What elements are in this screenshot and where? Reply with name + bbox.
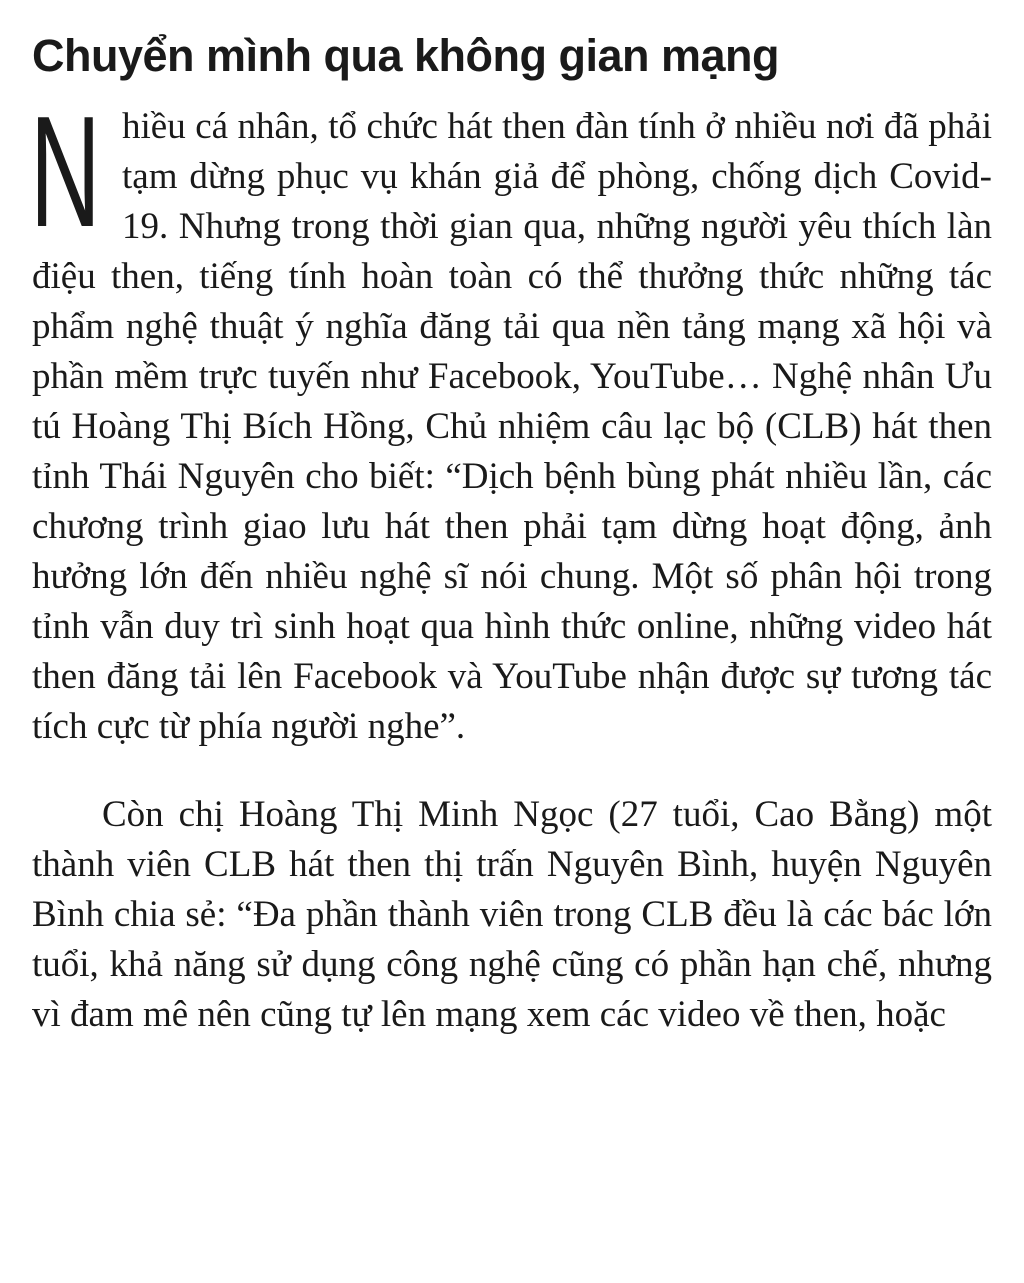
article-paragraph — [32, 790, 992, 1040]
paragraph-text: Còn chị Hoàng Thị Minh Ngọc (27 tuổi, Cao Bằng) một thành viên CLB hát then thị trấn Nguyên Bình, huyện Nguyên Bình chia sẻ: “Đa phần thành viên trong CLB đều là các bác lớn tuổi, khả năng sử dụng công nghệ cũng có phần hạn chế, nhưng vì đam mê nên cũng tự lên mạng xem các video về then, hoặc — [32, 794, 992, 1035]
article-paragraph — [30, 84, 992, 752]
drop-cap: N — [30, 84, 101, 260]
paragraph-text: hiều cá nhân, tổ chức hát then đàn tính ở nhiều nơi đã phải tạm dừng phục vụ khán giả để phòng, chống dịch Covid-19. Nhưng trong thời gian qua, những người yêu thích làn điệu then, tiếng tính hoàn toàn có thể thưởng thức những tác phẩm nghệ thuật ý nghĩa đăng tải qua nền tảng mạng xã hội và phần mềm trực tuyến như Facebook, YouTube… Nghệ nhân Ưu tú Hoàng Thị Bích Hồng, Chủ nhiệm câu lạc bộ (CLB) hát then tỉnh Thái Nguyên cho biết: “Dịch bệnh bùng phát nhiều lần, các chương trình giao lưu hát then phải tạm dừng hoạt động, ảnh hưởng lớn đến nhiều nghệ sĩ nói chung. Một số phân hội trong tỉnh vẫn duy trì sinh hoạt qua hình thức online, những video hát then đăng tải lên Facebook và YouTube nhận được sự tương tác tích cực từ phía người nghe”. — [32, 106, 992, 747]
article — [32, 0, 992, 1040]
article-headline: Chuyển mình qua không gian mạng — [32, 30, 780, 81]
